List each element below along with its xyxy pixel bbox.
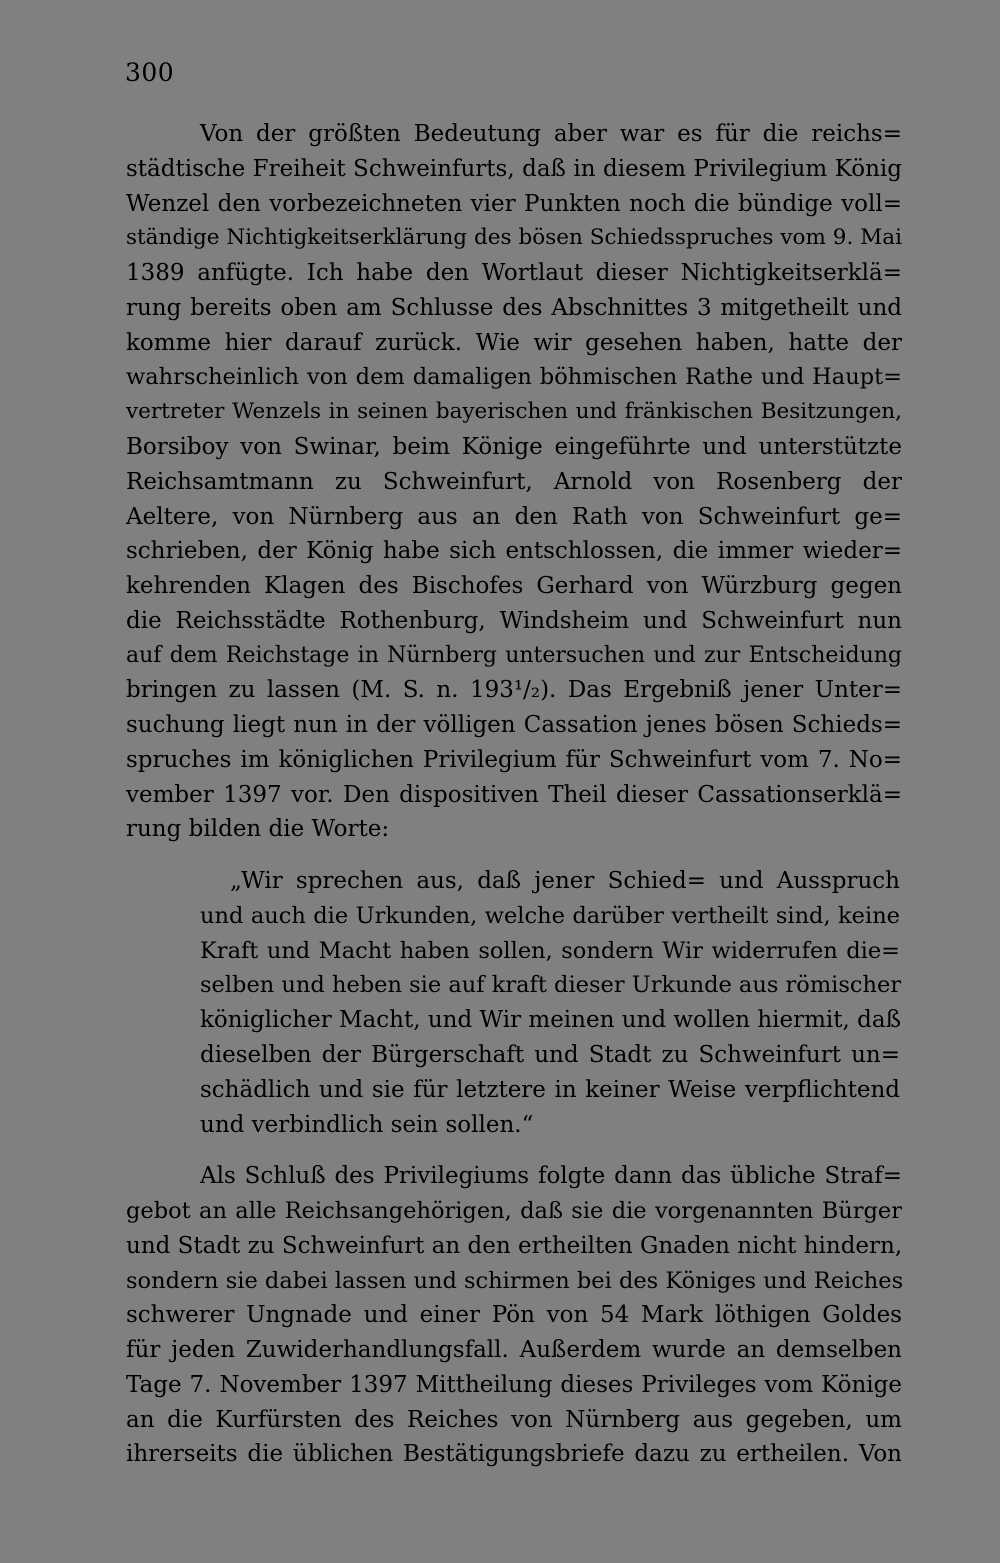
text-line: die Reichsstädte Rothenburg, Windsheim und Schweinfurt nun xyxy=(126,608,902,634)
quote-line: „Wir sprechen aus, daß jener Schied= und Ausspruch xyxy=(230,868,900,894)
text-line: suchung liegt nun in der völligen Cassation jenes bösen Schieds= xyxy=(126,712,902,738)
text-line: sondern sie dabei lassen und schirmen bei des Königes und Reiches xyxy=(126,1268,904,1294)
quote-line: dieselben der Bürgerschaft und Stadt zu Schweinfurt un= xyxy=(200,1042,900,1068)
text-line: kehrenden Klagen des Bischofes Gerhard von Würzburg gegen xyxy=(126,573,902,599)
text-line: Wenzel den vorbezeichneten vier Punkten noch die bündige voll= xyxy=(126,191,902,217)
text-line: städtische Freiheit Schweinfurts, daß in diesem Privilegium König xyxy=(126,156,902,182)
text-line: vember 1397 vor. Den dispositiven Theil dieser Cassationserklä= xyxy=(126,782,902,808)
text-line: gebot an alle Reichsangehörigen, daß sie die vorgenannten Bürger xyxy=(126,1198,902,1224)
text-line: auf dem Reichstage in Nürnberg untersuchen und zur Entscheidung xyxy=(126,643,902,668)
quote-line: selben und heben sie auf kraft dieser Urkunde aus römischer xyxy=(200,972,902,998)
text-line: für jeden Zuwiderhandlungsfall. Außerdem wurde an demselben xyxy=(126,1337,902,1363)
text-line: 1389 anfügte. Ich habe den Wortlaut dieser Nichtigkeitserklä= xyxy=(126,260,902,286)
text-line: schrieben, der König habe sich entschlossen, die immer wieder= xyxy=(126,538,902,564)
text-line: spruches im königlichen Privilegium für Schweinfurt vom 7. No= xyxy=(126,747,902,773)
text-line: komme hier darauf zurück. Wie wir gesehen haben, hatte der xyxy=(126,330,902,356)
text-line: Tage 7. November 1397 Mittheilung dieses Privileges vom Könige xyxy=(126,1372,902,1398)
text-line: Als Schluß des Privilegiums folgte dann das übliche Straf= xyxy=(200,1163,902,1189)
text-line: rung bilden die Worte: xyxy=(126,816,390,842)
text-line: schwerer Ungnade und einer Pön von 54 Mark löthigen Goldes xyxy=(126,1302,902,1328)
text-line: ständige Nichtigkeitserklärung des bösen Schiedsspruches vom 9. Mai xyxy=(126,225,902,250)
text-line: ihrerseits die üblichen Bestätigungsbriefe dazu zu ertheilen. Von xyxy=(126,1441,902,1467)
text-line: an die Kurfürsten des Reiches von Nürnberg aus gegeben, um xyxy=(126,1407,902,1433)
quote-line: königlicher Macht, und Wir meinen und wollen hiermit, daß xyxy=(200,1007,901,1033)
text-line: und Stadt zu Schweinfurt an den ertheilten Gnaden nicht hindern, xyxy=(126,1233,903,1259)
quote-line: schädlich und sie für letztere in keiner Weise verpflichtend xyxy=(200,1077,900,1103)
text-line: Aeltere, von Nürnberg aus an den Rath von Schweinfurt ge= xyxy=(126,504,902,530)
quote-line: Kraft und Macht haben sollen, sondern Wir widerrufen die= xyxy=(200,938,900,964)
text-line: rung bereits oben am Schlusse des Abschnittes 3 mitgetheilt und xyxy=(126,295,902,321)
text-line: bringen zu lassen (M. S. n. 193¹/₂). Das Ergebniß jener Unter= xyxy=(126,677,902,703)
text-line: Reichsamtmann zu Schweinfurt, Arnold von Rosenberg der xyxy=(126,469,902,495)
text-line: Von der größten Bedeutung aber war es für die reichs= xyxy=(200,121,902,147)
quote-line: und auch die Urkunden, welche darüber vertheilt sind, keine xyxy=(200,903,900,929)
text-line: Borsiboy von Swinar, beim Könige eingeführte und unterstützte xyxy=(126,434,902,460)
text-line: wahrscheinlich von dem damaligen böhmischen Rathe und Haupt= xyxy=(126,364,902,390)
page-number: 300 xyxy=(125,58,175,87)
text-line: vertreter Wenzels in seinen bayerischen und fränkischen Besitzungen, xyxy=(126,399,902,424)
quote-line: und verbindlich sein sollen.“ xyxy=(200,1112,534,1138)
